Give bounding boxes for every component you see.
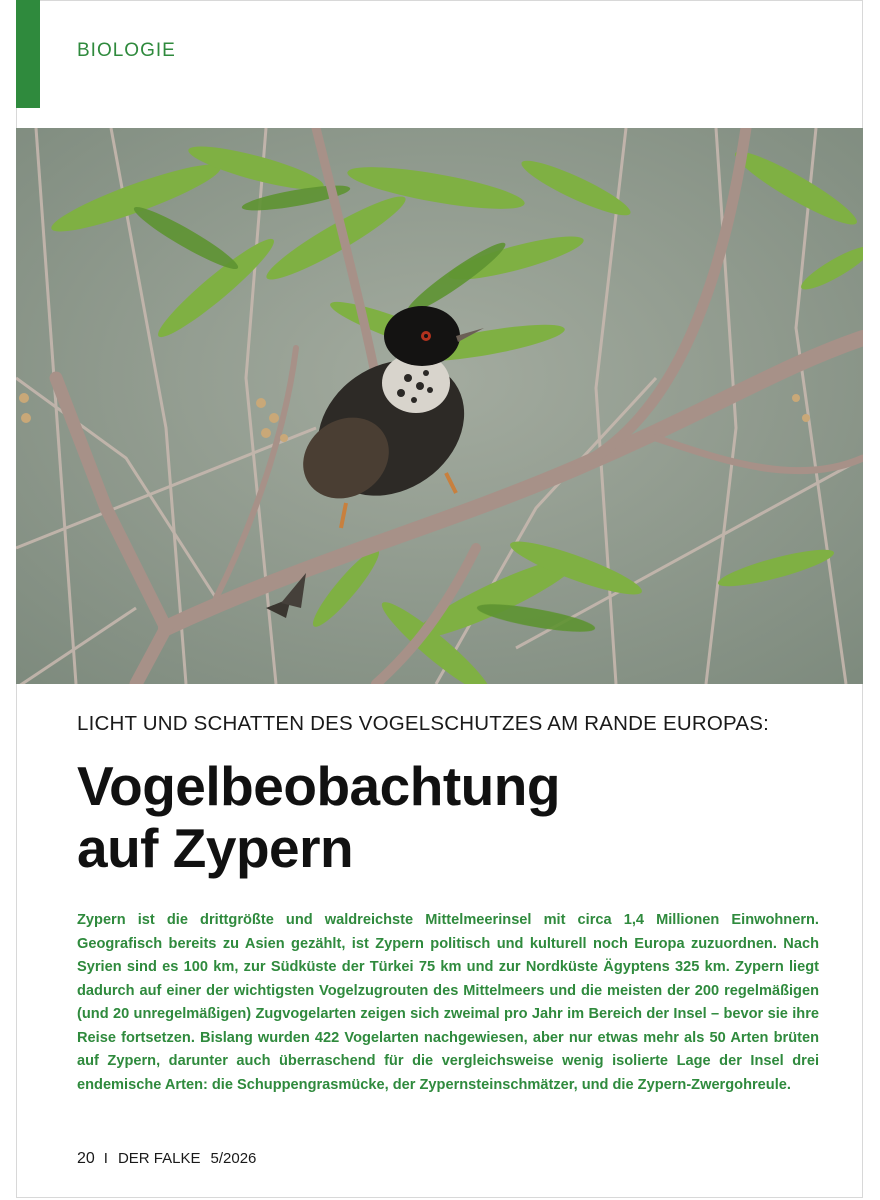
article-title-line-2: auf Zypern	[77, 817, 354, 879]
section-color-bar	[16, 0, 40, 108]
article-title-line-1: Vogelbeobachtung	[77, 755, 560, 817]
page-footer	[77, 1150, 256, 1168]
magazine-name: DER FALKE	[117, 1150, 201, 1167]
article-title	[77, 755, 560, 879]
bird-photo-illustration	[16, 128, 863, 684]
bird-photo	[16, 128, 863, 684]
section-label: BIOLOGIE	[77, 40, 176, 61]
article-kicker: LICHT UND SCHATTEN DES VOGELSCHUTZES AM RANDE EUROPAS:	[77, 712, 769, 735]
footer-separator: I	[103, 1150, 108, 1167]
article-lead: Zypern ist die drittgrößte und waldreichste Mittelmeerinsel mit circa 1,4 Millionen Einwohnern. Geografisch bereits zu Asien gezählt, ist Zypern politisch und kulturell noch Europa zuzuordnen. Nach Syrien sind es 100 km, zur Südküste der Türkei 75 km und zur Nordküste Ägyptens 325 km. Zypern liegt dadurch auf einer der wichtigsten Vogelzugrouten des Mittelmeers und die meisten der 200 regelmäßigen (und 20 unregelmäßigen) Zugvogelarten zeigen sich zweimal pro Jahr im Bereich der Insel – bevor sie ihre Reise fortsetzen. Bislang wurden 422 Vogelarten nachgewiesen, aber nur etwas mehr als 50 Arten brüten auf Zypern, darunter auch überraschend für die vergleichsweise wenig isolierte Lage der Insel drei endemische Arten: die Schuppengrasmücke, der Zypernsteinschmätzer, und die Zypern-Zwergohreule.	[77, 912, 819, 1093]
issue-number: 5/2026	[210, 1150, 257, 1167]
page-number: 20	[77, 1150, 95, 1167]
